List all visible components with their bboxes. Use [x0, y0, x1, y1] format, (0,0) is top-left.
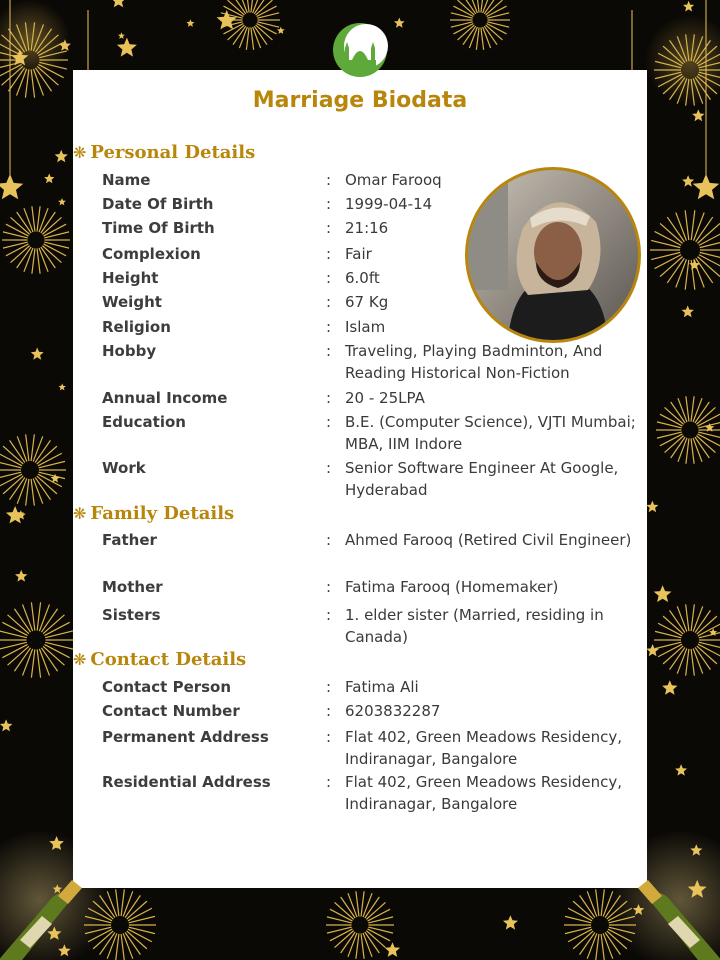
profile-photo: [465, 167, 641, 343]
row-value: Flat 402, Green Meadows Residency, Indiranagar, Bangalore: [345, 773, 623, 813]
row-separator: :: [326, 342, 332, 360]
row-separator: :: [326, 578, 332, 596]
asterisk-star-icon: ❋: [73, 143, 87, 162]
row-label: Complexion: [102, 245, 201, 263]
row-label: Date Of Birth: [102, 195, 214, 213]
row-value: 67 Kg: [345, 293, 389, 311]
row-value: Fatima Ali: [345, 678, 419, 696]
row-value: Senior Software Engineer At Google, Hyderabad: [345, 459, 619, 499]
row-separator: :: [326, 728, 332, 746]
row-label: Weight: [102, 293, 162, 311]
row-label: Father: [102, 531, 157, 549]
row-label: Mother: [102, 578, 163, 596]
row-value: 21:16: [345, 219, 389, 237]
row-value: 20 - 25LPA: [345, 389, 425, 407]
row-separator: :: [326, 773, 332, 791]
page-title: Marriage Biodata: [252, 88, 468, 113]
row-value: Islam: [345, 318, 386, 336]
row-label: Work: [102, 459, 146, 477]
row-label: Time Of Birth: [102, 219, 215, 237]
row-label: Permanent Address: [102, 728, 269, 746]
asterisk-star-icon: ❋: [73, 650, 87, 669]
row-value: B.E. (Computer Science), VJTI Mumbai; MBA, IIM Indore: [345, 413, 636, 453]
row-label: Education: [102, 413, 186, 431]
mosque-crescent-icon: [330, 20, 390, 80]
champagne-bottle-icon: [620, 860, 720, 960]
row-separator: :: [326, 195, 332, 213]
row-separator: :: [326, 389, 332, 407]
row-separator: :: [326, 606, 332, 624]
row-separator: :: [326, 678, 332, 696]
row-separator: :: [326, 171, 332, 189]
row-value: Flat 402, Green Meadows Residency, Indiranagar, Bangalore: [345, 728, 623, 768]
row-value: Omar Farooq: [345, 171, 442, 189]
row-separator: :: [326, 219, 332, 237]
row-value: 1. elder sister (Married, residing in Canada): [345, 606, 604, 646]
section-family-details: [73, 503, 234, 524]
row-label: Name: [102, 171, 151, 189]
section-title: Family Details: [90, 503, 235, 524]
row-separator: :: [326, 531, 332, 549]
row-separator: :: [326, 269, 332, 287]
row-label: Annual Income: [102, 389, 228, 407]
row-label: Contact Person: [102, 678, 232, 696]
asterisk-star-icon: ❋: [73, 504, 87, 523]
row-value: Fair: [345, 245, 372, 263]
row-separator: :: [326, 318, 332, 336]
row-label: Hobby: [102, 342, 157, 360]
portrait-image: [468, 170, 638, 340]
row-separator: :: [326, 702, 332, 720]
row-value: 6.0ft: [345, 269, 380, 287]
row-separator: :: [326, 459, 332, 477]
row-value: Ahmed Farooq (Retired Civil Engineer): [345, 531, 632, 549]
section-title: Contact Details: [90, 649, 247, 670]
section-contact-details: [73, 649, 246, 670]
row-label: Sisters: [102, 606, 161, 624]
row-separator: :: [326, 413, 332, 431]
champagne-bottle-icon: [0, 860, 110, 960]
row-separator: :: [326, 293, 332, 311]
row-label: Religion: [102, 318, 171, 336]
row-value: Traveling, Playing Badminton, And Reading Historical Non-Fiction: [345, 342, 603, 382]
section-title: Personal Details: [90, 142, 256, 163]
row-value: 6203832287: [345, 702, 441, 720]
section-personal-details: [73, 142, 255, 163]
row-label: Residential Address: [102, 773, 271, 791]
row-label: Height: [102, 269, 159, 287]
row-separator: :: [326, 245, 332, 263]
row-value: 1999-04-14: [345, 195, 433, 213]
row-value: Fatima Farooq (Homemaker): [345, 578, 559, 596]
row-label: Contact Number: [102, 702, 240, 720]
